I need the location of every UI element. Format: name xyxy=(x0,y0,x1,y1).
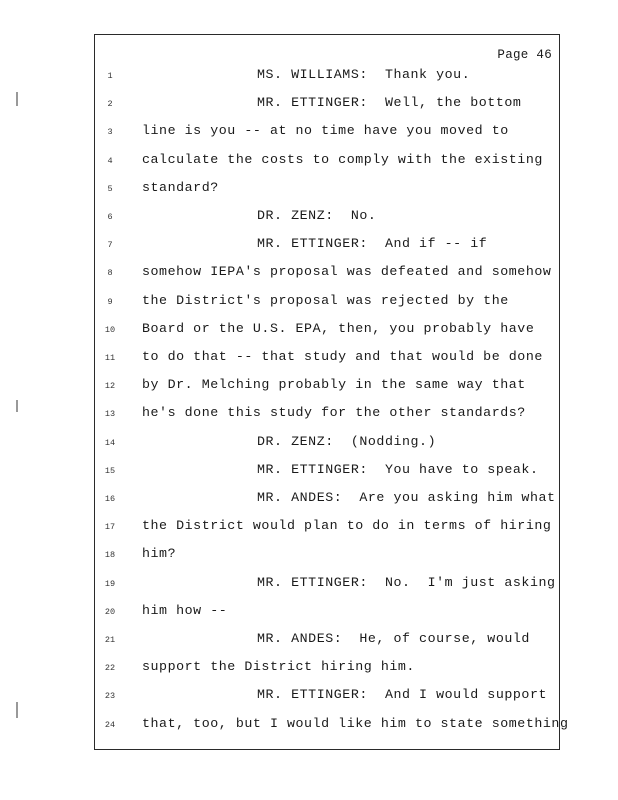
line-number: 22 xyxy=(104,663,116,674)
line-number: 5 xyxy=(107,183,113,194)
line-text: that, too, but I would like him to state something xyxy=(142,715,569,731)
line-number: 16 xyxy=(104,494,116,504)
transcript-line xyxy=(0,716,618,738)
transcript-line xyxy=(0,180,618,202)
line-text: the District's proposal was rejected by the xyxy=(142,292,509,308)
transcript-line xyxy=(0,490,618,512)
page-number: Page 46 xyxy=(497,48,552,62)
transcript-line xyxy=(0,152,618,174)
line-number: 3 xyxy=(107,127,113,138)
line-number: 12 xyxy=(104,381,116,392)
line-text: MR. ANDES: He, of course, would xyxy=(257,631,530,646)
line-text: line is you -- at no time have you moved to xyxy=(142,123,509,139)
line-number: 24 xyxy=(104,719,116,730)
transcript-line xyxy=(0,95,618,117)
transcript-line xyxy=(0,293,618,315)
line-text: MR. ETTINGER: You have to speak. xyxy=(257,461,539,477)
line-number: 21 xyxy=(104,635,116,645)
transcript-line xyxy=(0,603,618,625)
line-text: standard? xyxy=(142,179,219,195)
line-number: 20 xyxy=(104,606,116,617)
line-number: 6 xyxy=(107,212,113,222)
transcript-line xyxy=(0,687,618,709)
transcript-line xyxy=(0,349,618,371)
transcript-line xyxy=(0,208,618,230)
line-text: he's done this study for the other standards? xyxy=(142,405,526,421)
line-text: support the District hiring him. xyxy=(142,659,415,675)
line-text: the District would plan to do in terms of hiring xyxy=(142,518,552,534)
line-text: Board or the U.S. EPA, then, you probably have xyxy=(142,320,535,336)
transcript-line xyxy=(0,575,618,597)
line-text: to do that -- that study and that would be done xyxy=(142,349,543,364)
line-text: him? xyxy=(142,546,177,562)
line-number: 15 xyxy=(104,465,116,476)
line-number: 18 xyxy=(104,550,116,561)
line-text: MS. WILLIAMS: Thank you. xyxy=(257,67,471,82)
transcript-line xyxy=(0,264,618,286)
line-text: MR. ETTINGER: And if -- if xyxy=(257,236,488,252)
line-text: MR. ETTINGER: Well, the bottom xyxy=(257,95,522,111)
transcript-line xyxy=(0,659,618,681)
line-number: 17 xyxy=(104,522,116,533)
transcript-line xyxy=(0,236,618,258)
transcript-line xyxy=(0,631,618,653)
line-number: 9 xyxy=(107,296,113,307)
line-text: by Dr. Melching probably in the same way that xyxy=(142,377,526,393)
line-text: DR. ZENZ: No. xyxy=(257,208,377,223)
line-text: MR. ETTINGER: No. I'm just asking xyxy=(257,574,556,590)
line-number: 8 xyxy=(107,268,113,279)
line-number: 2 xyxy=(107,99,113,110)
transcript-line xyxy=(0,434,618,456)
line-text: DR. ZENZ: (Nodding.) xyxy=(257,433,437,449)
transcript-line xyxy=(0,405,618,427)
line-number: 4 xyxy=(107,155,113,166)
line-text: calculate the costs to comply with the existing xyxy=(142,151,543,167)
transcript-line xyxy=(0,67,618,89)
transcript-line xyxy=(0,462,618,484)
transcript-line xyxy=(0,518,618,540)
line-number: 7 xyxy=(107,240,113,251)
line-number: 10 xyxy=(104,324,116,335)
line-number: 14 xyxy=(104,437,116,448)
line-number: 1 xyxy=(107,71,113,81)
line-number: 11 xyxy=(104,353,116,363)
line-text: MR. ETTINGER: And I would support xyxy=(257,687,548,703)
line-text: him how -- xyxy=(142,602,228,618)
line-number: 13 xyxy=(104,409,116,420)
transcript-line xyxy=(0,377,618,399)
line-text: somehow IEPA's proposal was defeated and somehow xyxy=(142,264,552,280)
transcript-line xyxy=(0,546,618,568)
transcript-line xyxy=(0,123,618,145)
line-number: 23 xyxy=(104,691,116,702)
transcript-line xyxy=(0,321,618,343)
line-number: 19 xyxy=(104,578,116,589)
line-text: MR. ANDES: Are you asking him what xyxy=(257,490,556,505)
